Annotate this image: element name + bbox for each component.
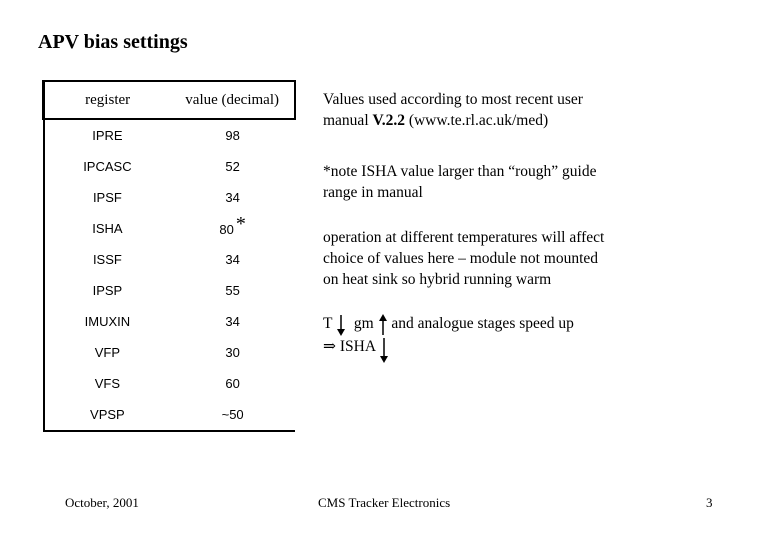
- table-row: [44, 337, 296, 368]
- header-value: value (decimal): [185, 91, 279, 108]
- register-name: ISHA: [44, 213, 171, 244]
- arrow-down-icon: [379, 337, 389, 363]
- register-name: IMUXIN: [44, 306, 171, 337]
- table-row: [44, 213, 296, 244]
- note-temperature: operation at different temperatures will affect choice of values here – module not mounted on heat sink so hybrid running warm: [323, 229, 605, 288]
- footnote-star: *: [235, 213, 246, 235]
- note-isha: *note ISHA value larger than “rough” guide range in manual: [323, 163, 597, 201]
- register-value: 30: [225, 345, 240, 360]
- note-manual: Values used according to most recent user manual V.2.2 (www.te.rl.ac.uk/med): [323, 91, 583, 129]
- bias-table: [42, 80, 296, 432]
- register-value: 34: [225, 252, 240, 267]
- table-row: [44, 151, 296, 182]
- register-name: ISSF: [44, 244, 171, 275]
- table-row: [44, 399, 296, 431]
- register-value: 52: [225, 159, 240, 174]
- register-name: IPSP: [44, 275, 171, 306]
- register-value: ~50: [221, 407, 244, 422]
- register-value: 80 *: [219, 213, 246, 237]
- register-name: VFP: [44, 337, 171, 368]
- table-row: [44, 306, 296, 337]
- arrow-down-icon: [336, 314, 346, 336]
- header-register: register: [85, 91, 131, 108]
- register-value: 55: [225, 283, 240, 298]
- page-number: 3: [706, 495, 713, 510]
- footer-date: October, 2001: [65, 495, 139, 510]
- table-row: [44, 244, 296, 275]
- manual-version: V.2.2: [372, 112, 405, 129]
- table-row: [44, 182, 296, 213]
- register-name: IPSF: [44, 182, 171, 213]
- slide-title: APV bias settings: [38, 31, 188, 53]
- register-name: VPSP: [44, 399, 171, 431]
- register-value: 34: [225, 190, 240, 205]
- register-name: IPRE: [44, 119, 171, 151]
- table-row: [44, 119, 296, 151]
- table-header-row: [44, 81, 296, 119]
- note-speed: T gm and analogue stages speed up ⇒ ISHA: [323, 313, 683, 363]
- register-value: 34: [225, 314, 240, 329]
- register-name: IPCASC: [44, 151, 171, 182]
- table-row: [44, 368, 296, 399]
- table-row: [44, 275, 296, 306]
- register-value: 60: [225, 376, 240, 391]
- arrow-up-icon: [378, 314, 388, 336]
- footer-title: CMS Tracker Electronics: [318, 495, 451, 510]
- register-name: VFS: [44, 368, 171, 399]
- register-value: 98: [225, 128, 240, 143]
